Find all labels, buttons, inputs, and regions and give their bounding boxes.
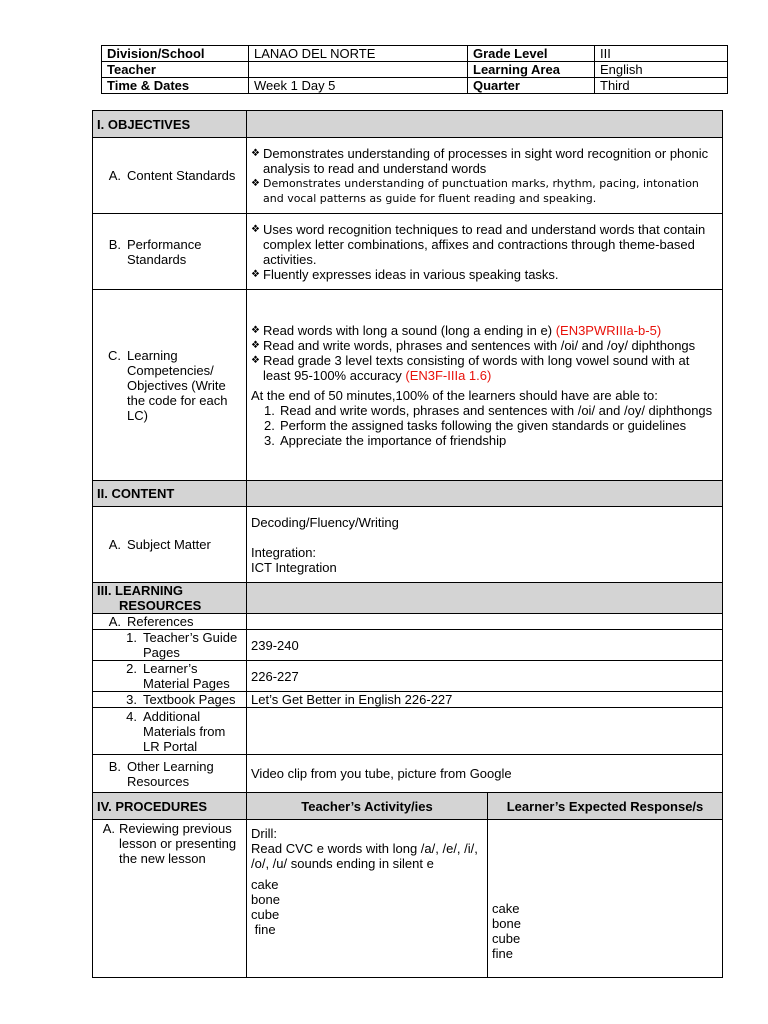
performance-standards-label: B. Performance Standards: [93, 214, 247, 290]
learners-material-value: 226-227: [247, 661, 723, 692]
diamond-bullet-icon: ❖: [251, 324, 260, 336]
competency-code: (EN3F-IIIa 1.6): [405, 367, 492, 383]
teachers-guide-label: 1. Teacher’s Guide Pages: [93, 630, 247, 661]
quarter-label: Quarter: [468, 78, 595, 94]
other-resources-value: Video clip from you tube, picture from Google: [247, 755, 723, 793]
other-resources-label: B. Other Learning Resources: [93, 755, 247, 793]
teacher-activity-header: Teacher’s Activity/ies: [247, 793, 488, 820]
procedures-heading: IV. PROCEDURES: [93, 793, 247, 820]
diamond-bullet-icon: ❖: [251, 354, 260, 366]
teacher-value: [249, 62, 468, 78]
header-info-table: [101, 45, 728, 94]
learners-material-label: 2. Learner’s Material Pages: [93, 661, 247, 692]
learner-response-header: Learner’s Expected Response/s: [488, 793, 723, 820]
content-standards-cell: ❖ Demonstrates understanding of processes in sight word recognition or phonic analysis to read and understand words ❖ Demonstrates understanding of punctuation marks, rhythm, pacing, intonation and vocal patterns as guide for fluent reading and speaking.: [247, 138, 723, 214]
textbook-label: 3. Textbook Pages: [93, 692, 247, 708]
teacher-label: Teacher: [102, 62, 249, 78]
word-item: cake: [492, 901, 520, 916]
word-item: bone: [492, 916, 521, 931]
teacher-activity-cell: Drill: Read CVC e words with long /a/, /e/, /i/, /o/, /u/ sounds ending in silent e cake bone cube fine: [247, 820, 488, 978]
diamond-bullet-icon: ❖: [251, 268, 260, 280]
division-label: Division/School: [102, 46, 249, 62]
word-item: cube: [251, 907, 280, 922]
diamond-bullet-icon: ❖: [251, 223, 260, 235]
time-value: Week 1 Day 5: [249, 78, 468, 94]
review-lesson-label: A. Reviewing previous lesson or presenting the new lesson: [93, 820, 247, 978]
additional-materials-value: [247, 708, 723, 755]
word-item: cube: [492, 931, 521, 946]
subject-matter-label: A. Subject Matter: [93, 507, 247, 583]
lesson-plan-table: [92, 110, 723, 978]
objectives-heading: I. OBJECTIVES: [93, 111, 247, 138]
textbook-value: Let’s Get Better in English 226-227: [247, 692, 723, 708]
division-value: LANAO DEL NORTE: [249, 46, 468, 62]
teachers-guide-value: 239-240: [247, 630, 723, 661]
content-standards-label: A. Content Standards: [93, 138, 247, 214]
area-label: Learning Area: [468, 62, 595, 78]
content-heading: II. CONTENT: [93, 481, 247, 507]
diamond-bullet-icon: ❖: [251, 177, 260, 189]
learner-response-cell: [488, 820, 723, 978]
resources-heading: III. LEARNING RESOURCES: [93, 583, 247, 614]
learning-competencies-cell: ❖ Read words with long a sound (long a ending in e) (EN3PWRIIIa-b-5) ❖ Read and write words, phrases and sentences with /oi/ and /oy/ diphthongs ❖ Read grade 3 level texts consisting of words with long vowel sound with at least 95-100% accuracy (EN3F-IIIa 1.6) At the end of 50 minutes,100% of the learners should have are able to: 1. Read and write words, phrases and sentences with /oi/ and /oy/ diphthongs 2. Perform the assigned tasks following the given standards or guidelines 3. Appreciate the importance of friendship: [247, 290, 723, 481]
learning-competencies-label: C. Learning Competencies/ Objectives (Write the code for each LC): [93, 290, 247, 481]
diamond-bullet-icon: ❖: [251, 339, 260, 351]
additional-materials-label: 4. Additional Materials from LR Portal: [93, 708, 247, 755]
grade-value: III: [595, 46, 728, 62]
end-statement: At the end of 50 minutes,100% of the learners should have are able to:: [251, 387, 658, 403]
grade-label: Grade Level: [468, 46, 595, 62]
word-item: fine: [492, 946, 513, 961]
word-item: bone: [251, 892, 280, 907]
word-item: fine: [251, 922, 276, 937]
quarter-value: Third: [595, 78, 728, 94]
competency-code: (EN3PWRIIIa-b-5): [555, 322, 662, 338]
word-item: cake: [251, 877, 279, 892]
diamond-bullet-icon: ❖: [251, 147, 260, 159]
subject-matter-cell: Decoding/Fluency/Writing Integration: ICT Integration: [247, 507, 723, 583]
references-label: A. References: [93, 614, 247, 630]
time-label: Time & Dates: [102, 78, 249, 94]
performance-standards-cell: ❖ Uses word recognition techniques to read and understand words that contain complex letter combinations, affixes and contractions through theme-based activities. ❖ Fluently expresses ideas in various speaking tasks.: [247, 214, 723, 290]
area-value: English: [595, 62, 728, 78]
